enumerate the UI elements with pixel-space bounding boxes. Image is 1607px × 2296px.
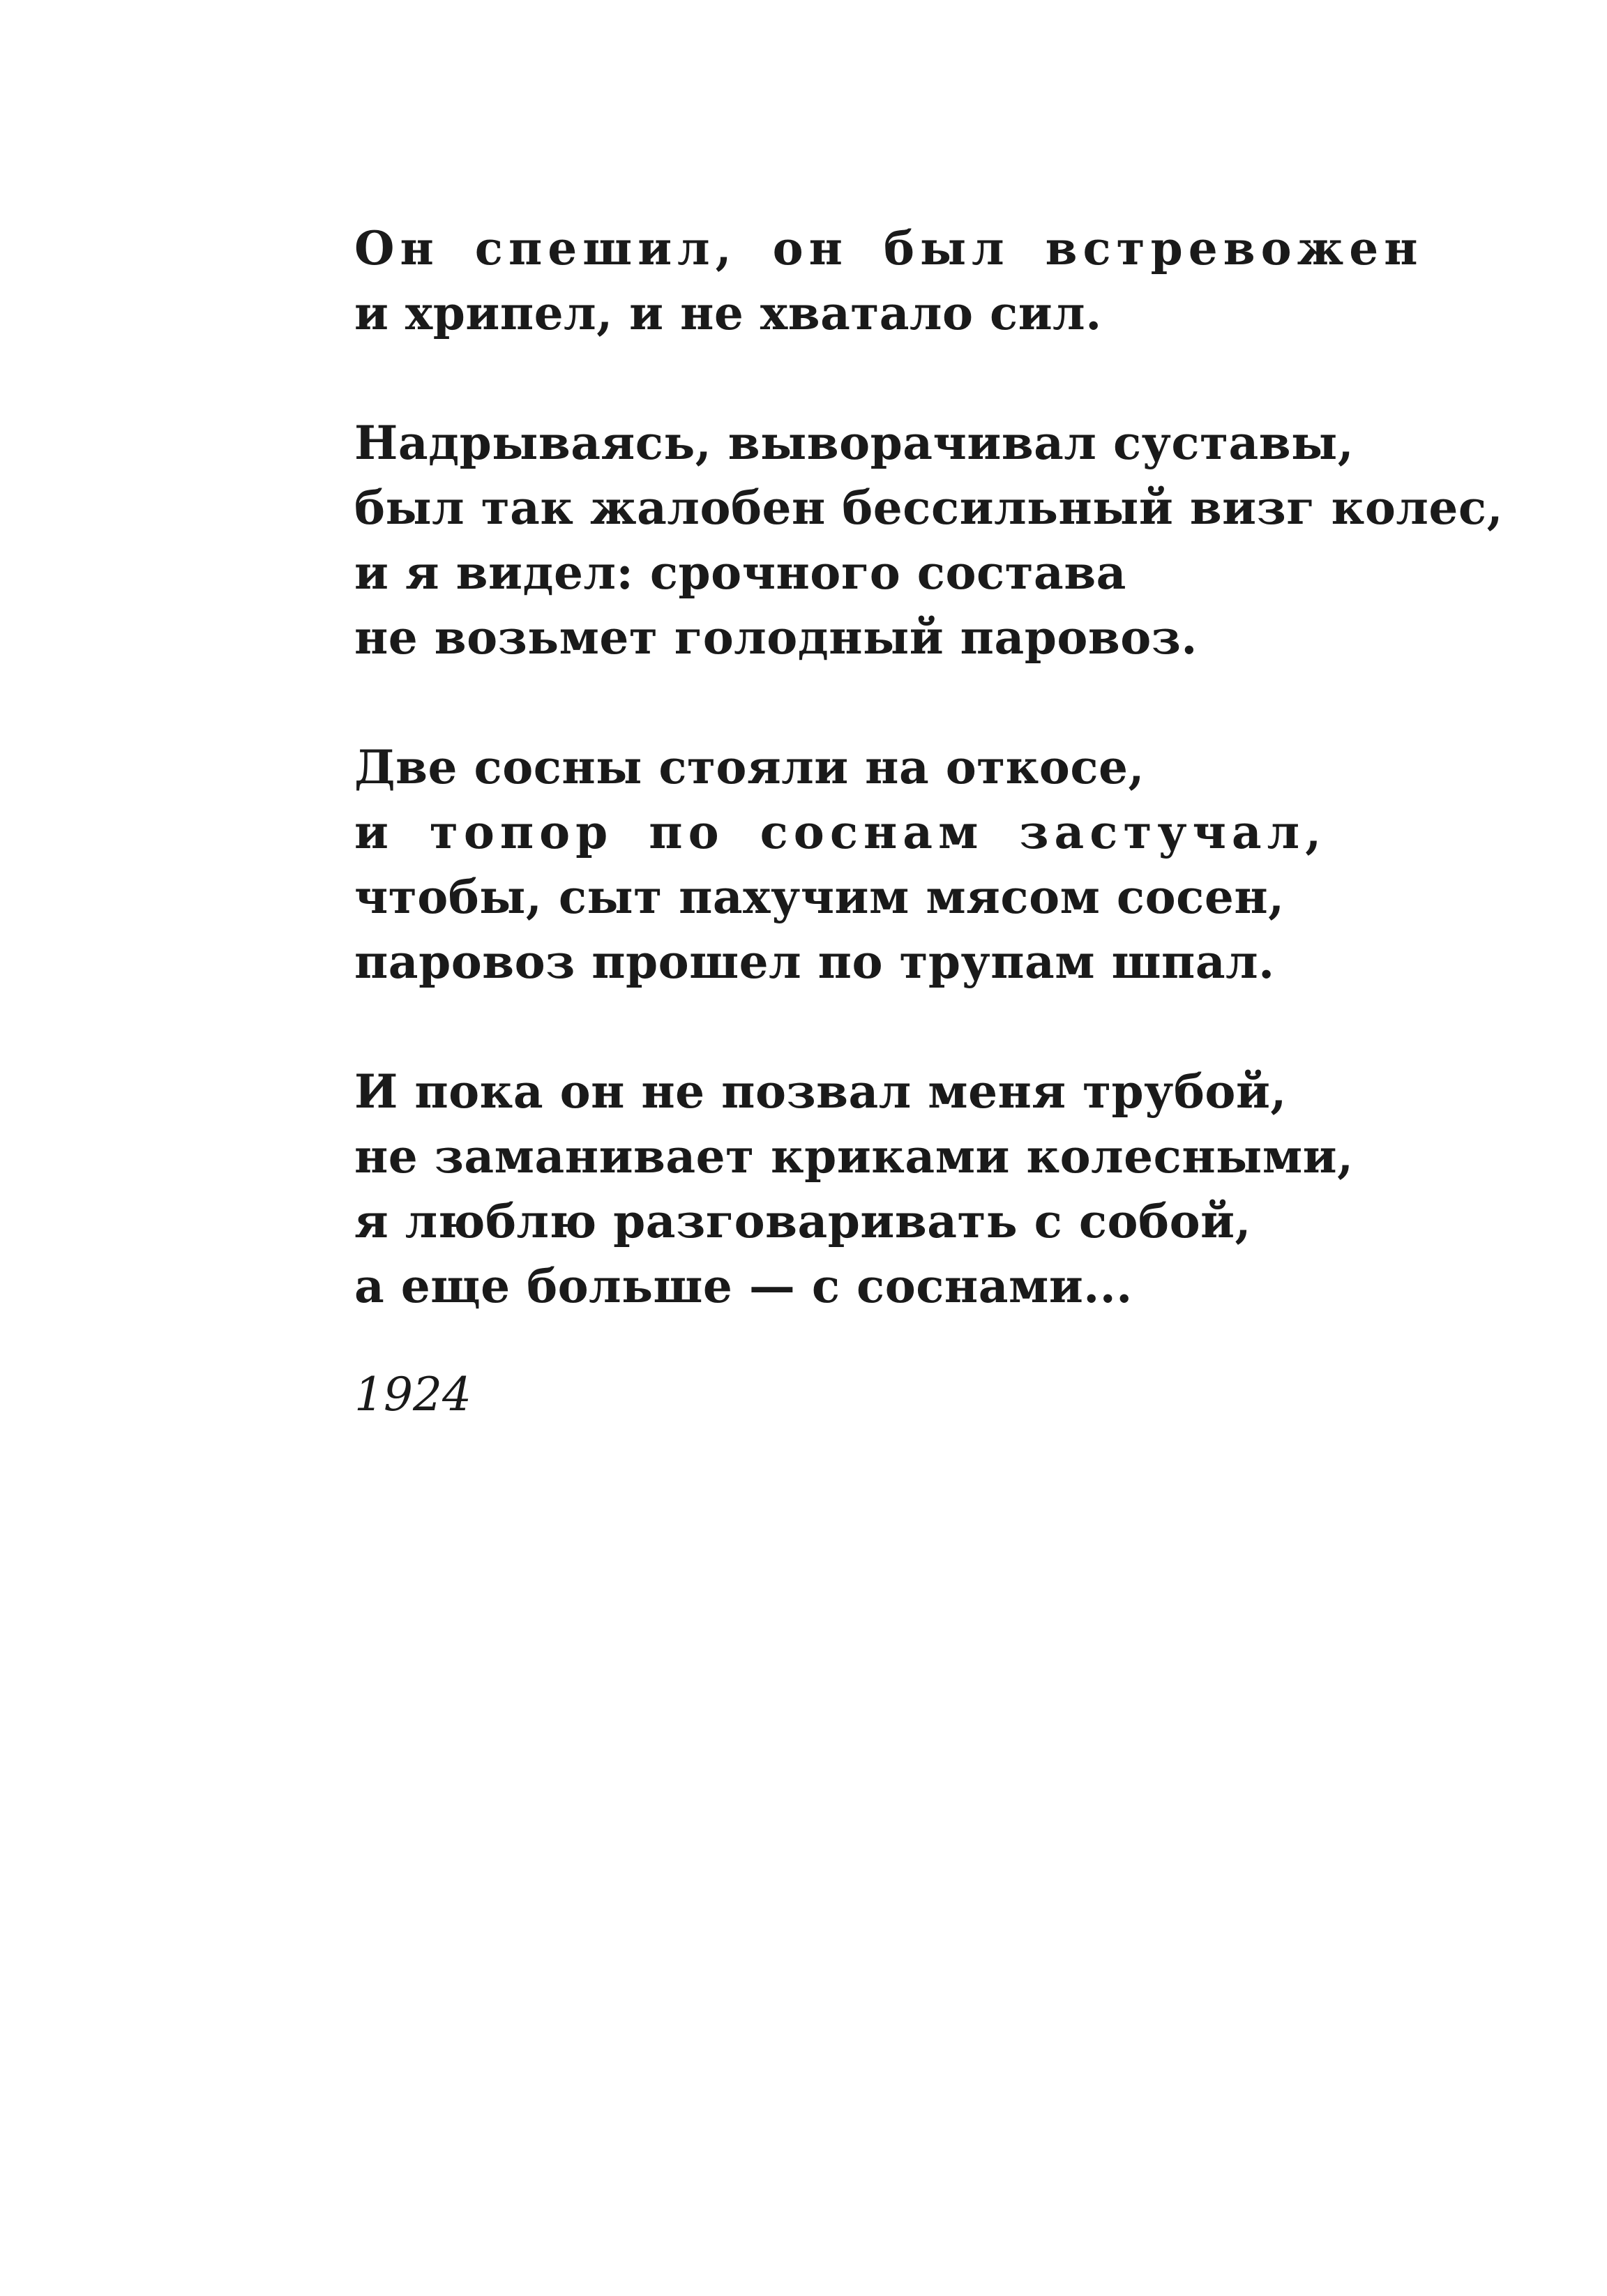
poem-line: и я видел: срочного состава: [354, 545, 1126, 600]
poem-line: а еще больше — с соснами...: [354, 1259, 1133, 1313]
poem-body: [354, 216, 1540, 1319]
stanza-1: [354, 216, 1540, 346]
poem-line: Две сосны стояли на откосе,: [354, 740, 1145, 794]
poem-line: чтобы, сыт пахучим мясом сосен,: [354, 870, 1285, 924]
stanza-4: [354, 1059, 1540, 1319]
poem-line: не возьмет голодный паровоз.: [354, 610, 1198, 665]
poem-line: я люблю разговаривать с собой,: [354, 1194, 1252, 1248]
poem-line: и хрипел, и не хватало сил.: [354, 286, 1102, 340]
poem-line: паровоз прошел по трупам шпал.: [354, 935, 1275, 989]
poem-date: 1924: [354, 1368, 471, 1421]
poem-line: Надрываясь, выворачивал суставы,: [354, 416, 1355, 470]
poem-line: и топор по соснам застучал,: [354, 805, 1327, 859]
poem-line: Он спешил, он был встревожен: [354, 221, 1424, 275]
poem-line: не заманивает криками колесными,: [354, 1129, 1354, 1184]
stanza-2: [354, 411, 1540, 670]
stanza-3: [354, 735, 1540, 995]
poem-line: был так жалобен бессильный визг колес,: [354, 481, 1504, 535]
poem-line: И пока он не позвал меня трубой,: [354, 1064, 1287, 1119]
